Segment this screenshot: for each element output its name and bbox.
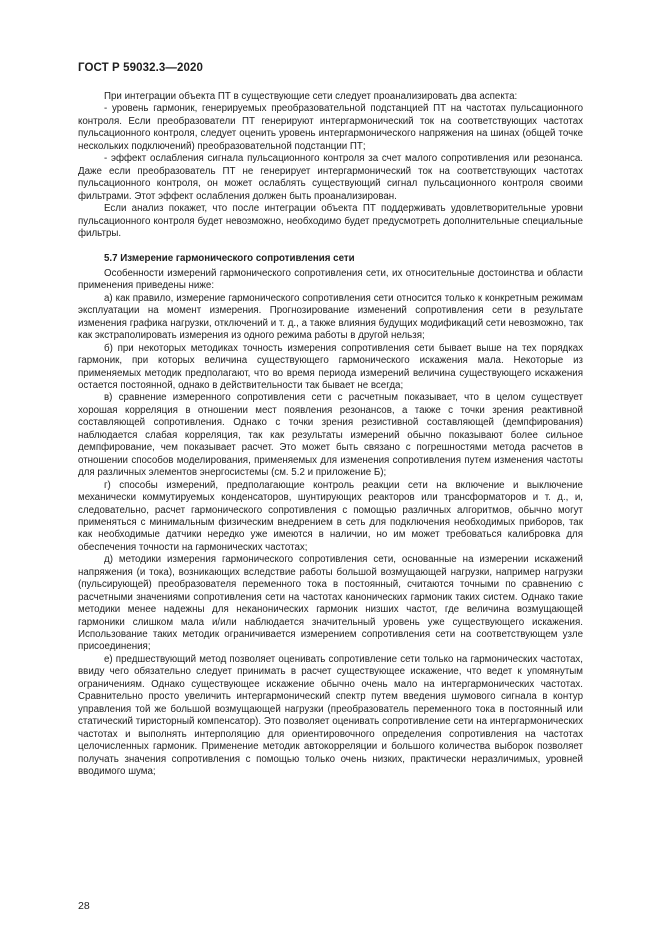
page-number: 28 [78, 900, 90, 912]
paragraph-aspect-attenuation: - эффект ослабления сигнала пульсационного контроля за счет малого сопротивления или резонанса. Даже если преобразователь ПТ не генерирует интергармонический ток на соответствующих частотах пульсационного контроля, он может ослаблять существующий сигнал пульсационного контроля своими фильтрами. Этот эффект ослабления должен быть проанализирован. [78, 153, 583, 202]
section-heading: 5.7 Измерение гармонического сопротивления сети [104, 253, 355, 265]
list-item-v: в) сравнение измеренного сопротивления сети с расчетным показывает, что в целом существует хорошая корреляция в отношении мест появления резонансов, а также с точки зрения реактивной составляющей сопротивления. Однако с точки зрения резистивной составляющей (демпфирования) наблюдается слабая корреляция, так как результаты измерений обычно показывают более сильное демпфирование, чем показывает расчет. Это может быть связано с погрешностями метода расчетов в отношении способов моделирования, применяемых для изменения сопротивления путем изменения частоты для различных элементов энергосистемы (см. 5.2 и приложение Б); [78, 392, 583, 479]
document-body [78, 91, 583, 778]
standard-header: ГОСТ Р 59032.3—2020 [78, 62, 203, 74]
spacer [78, 240, 583, 246]
paragraph-measurement-intro: Особенности измерений гармонического сопротивления сети, их относительные достоинства и области применения приведены ниже: [78, 267, 583, 292]
paragraph-aspect-harmonics: - уровень гармоник, генерируемых преобразовательной подстанцией ПТ на частотах пульсационного контроля. Если преобразователи ПТ генерируют интергармонический ток на соответствующих частотах пульсационного контроля, следует оценить уровень интергармонического напряжения на шинах (общей точке нескольких подключений) преобразовательной подстанции ПТ; [78, 103, 583, 152]
list-item-g: г) способы измерений, предполагающие контроль реакции сети на включение и выключение механически коммутируемых конденсаторов, шунтирующих реакторов или трансформаторов и т. д., и, следовательно, расчет гармонического сопротивления с помощью различных алгоритмов, обычно могут применяться с минимальным физическим внедрением в сеть для подключения необходимых приборов, так как необходимые датчики нередко уже имеются в наличии, но им может требоваться калибровка для обеспечения точности на гармонических частотах; [78, 479, 583, 553]
list-item-e: е) предшествующий метод позволяет оценивать сопротивление сети только на гармонических частотах, ввиду чего обязательно следует принимать в расчет существующее искажение, что ведет к упомянутым ограничениям. Однако существующее искажение обычно очень мало на интергармонических частотах. Сравнительно просто увеличить интергармонический спектр путем введения шумового сигнала в контур управления той же большой возмущающей нагрузки (преобразователь переменного тока в постоянный или статический тиристорный компенсатор). Это позволяет оценивать сопротивление сети на интергармонических частотах и выполнять интерполяцию для ориентировочного определения сопротивления на частотах целочисленных гармоник. Применение методик автокорреляции и большого количества выборок позволяет получать значения сопротивления с помощью только очень низких, практически неразличимых, уровней вводимого шума; [78, 653, 583, 778]
paragraph-intro: При интеграции объекта ПТ в существующие сети следует проанализировать два аспекта: [104, 91, 518, 102]
list-item-b: б) при некоторых методиках точность измерения сопротивления сети бывает выше на тех порядках гармоник, при которых величина существующего гармонического искажения мала. Некоторые из применяемых методик предполагают, что во время периода измерений величина существующего искажения остается постоянной, однако в действительности так бывает не всегда; [78, 342, 583, 391]
list-item-a: а) как правило, измерение гармонического сопротивления сети относится только к конкретным режимам эксплуатации на момент измерения. Прогнозирование изменений сопротивления сети в результате изменения графика нагрузки, отключений и т. д., а также влияния будущих модификаций сети невозможно, так как экстраполировать измерения из одного режима работы в другой нельзя; [78, 292, 583, 342]
list-item-d: д) методики измерения гармонического сопротивления сети, основанные на измерении искажений напряжения (и тока), возникающих вследствие работы большой возмущающей нагрузки, например нагрузки (пульсирующей) преобразователя переменного тока в постоянный, считаются точными по сравнению с расчетными значениями сопротивления сети на частотах канонических гармоник таких систем. Однако такие методики менее надежны для неканонических гармоник низших частот, где величина возмущающей гармоники слишком мала и/или наблюдается значительный уровень уже существующего искажения. Использование таких методик ограничивается измерением сопротивления сети на соответствующем узле присоединения; [78, 554, 583, 653]
paragraph-analysis-conclusion: Если анализ покажет, что после интеграции объекта ПТ поддерживать удовлетворительные уровни пульсационного контроля будет невозможно, необходимо будет предусмотреть дополнительные специальные фильтры. [78, 203, 583, 239]
